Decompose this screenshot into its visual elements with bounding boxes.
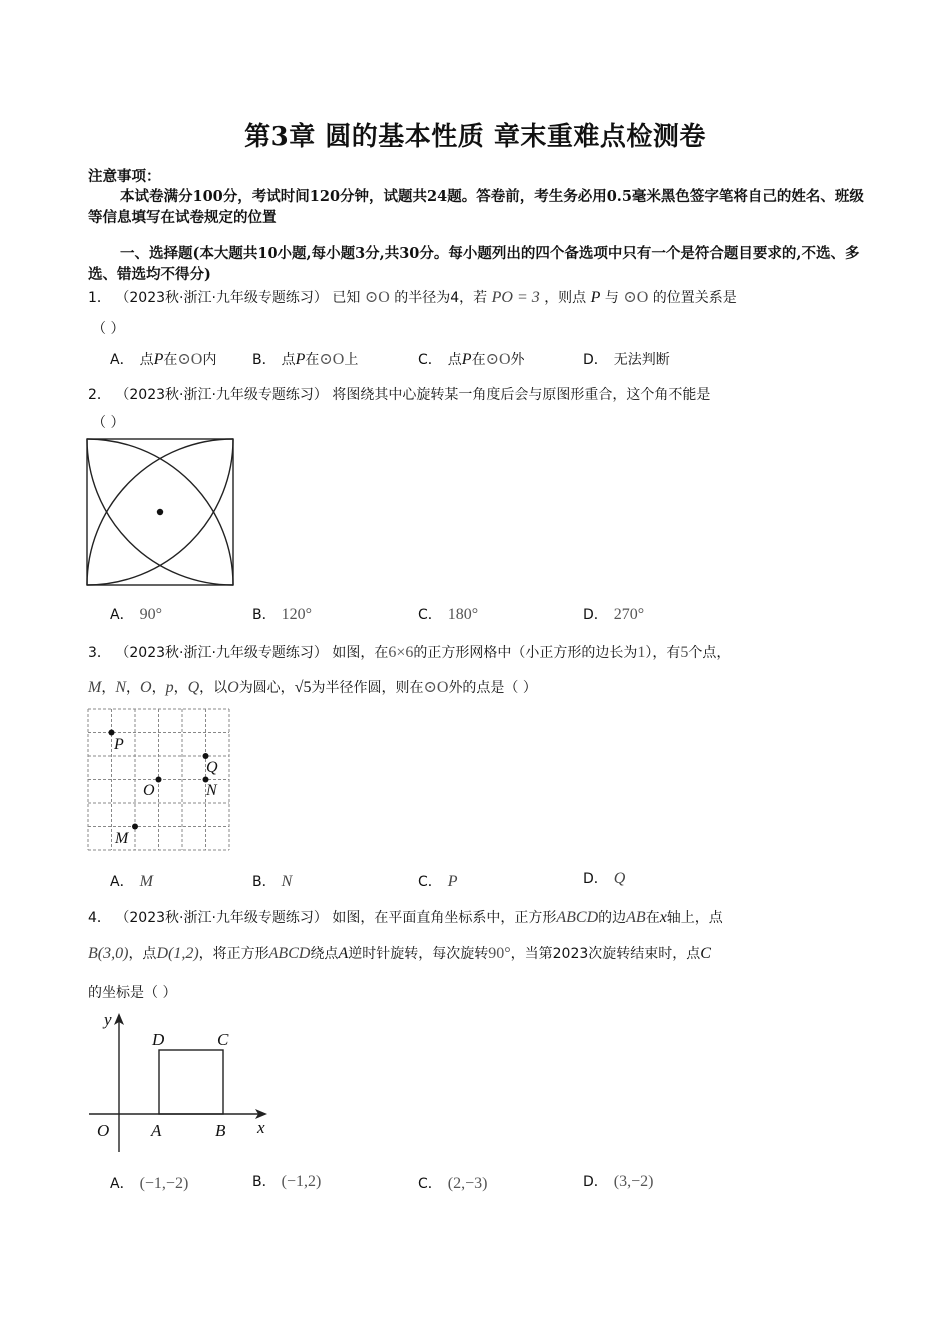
math-n: N <box>115 679 126 696</box>
center-dot-icon <box>157 509 163 515</box>
option-label: A． <box>110 352 134 368</box>
option-a[interactable] <box>110 349 216 369</box>
stem-text: 的正方形网格中（小正方形的边长为 <box>413 645 638 661</box>
answer-blank: （ ） <box>92 415 125 431</box>
option-b[interactable] <box>252 1171 321 1191</box>
stem-text: 的边 <box>598 910 627 926</box>
stem-text: ），有 <box>645 645 681 661</box>
math-circle-o: ⊙O <box>485 351 511 368</box>
point-p-icon <box>109 730 115 736</box>
square-abcd <box>159 1050 223 1114</box>
option-b[interactable] <box>252 871 292 891</box>
option-value: M <box>139 873 153 890</box>
question-source: （2023秋·浙江·九年级专题练习） <box>115 387 328 403</box>
question-3-stem-line2 <box>88 677 537 697</box>
option-label: A． <box>110 874 134 890</box>
stem-text: ，以 <box>199 680 228 696</box>
option-c[interactable] <box>418 1173 487 1193</box>
question-number: 1． <box>88 290 111 306</box>
option-d[interactable] <box>583 604 644 624</box>
option-value: 180° <box>447 606 479 623</box>
label-q: Q <box>206 759 218 776</box>
option-label: D． <box>583 871 608 887</box>
option-text: 点 <box>139 352 154 368</box>
label-x: x <box>257 1118 265 1137</box>
math-5: 5 <box>680 644 689 661</box>
stem-text: ， <box>173 680 188 696</box>
math-circle-o: ⊙O <box>177 351 203 368</box>
math-p: P <box>461 351 472 368</box>
stem-text: 为圆心， <box>238 680 295 696</box>
rotation-figure <box>86 438 236 588</box>
math-1: 1 <box>637 644 646 661</box>
stem-text: 与 <box>604 290 619 306</box>
page-title: 第3章 圆的基本性质 章末重难点检测卷 <box>244 122 706 152</box>
coordinate-figure <box>85 1005 285 1155</box>
question-number: 4． <box>88 910 111 926</box>
option-value: P <box>447 873 458 890</box>
math-p: p <box>165 679 174 696</box>
math-d-1-2: D(1,2) <box>156 945 199 962</box>
option-text: 在 <box>163 352 178 368</box>
label-c: C <box>217 1030 229 1049</box>
stem-text: 如图，在 <box>332 645 389 661</box>
label-o: O <box>143 782 155 799</box>
option-value: N <box>281 873 293 890</box>
option-label: D． <box>583 607 608 623</box>
question-4-stem-line3: 的坐标是（ ） <box>88 985 177 1001</box>
math-x: x <box>659 909 667 926</box>
stem-text: 轴上，点 <box>666 910 723 926</box>
option-b[interactable] <box>252 604 312 624</box>
option-text: 无法判断 <box>613 352 670 368</box>
option-text: 上 <box>344 352 359 368</box>
label-b: B <box>215 1121 226 1140</box>
question-number: 2． <box>88 387 111 403</box>
math-p: P <box>153 351 164 368</box>
math-90-degrees: 90° <box>488 945 511 962</box>
question-1-stem <box>88 287 737 307</box>
question-4-stem-line2 <box>88 943 711 963</box>
math-circle-o: ⊙O <box>319 351 345 368</box>
option-value: (−1,−2) <box>139 1175 189 1192</box>
math-p: P <box>295 351 306 368</box>
question-source: （2023秋·浙江·九年级专题练习） <box>115 645 328 661</box>
label-m: M <box>115 830 129 847</box>
label-origin: O <box>97 1121 110 1140</box>
option-label: D． <box>583 1174 608 1190</box>
option-value: (3,−2) <box>613 1173 654 1190</box>
math-circle-o: ⊙O <box>423 679 449 696</box>
math-o: O <box>227 679 239 696</box>
option-label: A． <box>110 607 134 623</box>
option-a[interactable] <box>110 871 153 891</box>
option-d[interactable] <box>583 349 670 369</box>
stem-text: 将图绕其中心旋转某一角度后会与原图形重合，这个角不能是 <box>332 387 711 403</box>
option-b[interactable] <box>252 349 358 369</box>
notice-body: 本试卷满分100分，考试时间120分钟，试题共24题。答卷前，考生务必用0.5毫米黑色签字笔将自己的姓名、班级等信息填写在试卷规定的位置 <box>88 188 864 226</box>
stem-text: 的半径为4，若 <box>394 290 488 306</box>
math-circle-o: ⊙O <box>364 289 390 306</box>
option-text: 外 <box>510 352 525 368</box>
option-text: 在 <box>305 352 320 368</box>
question-number: 3． <box>88 645 111 661</box>
grid-figure <box>86 707 234 853</box>
option-text: 在 <box>471 352 486 368</box>
label-d: D <box>152 1030 165 1049</box>
label-a: A <box>151 1121 162 1140</box>
stem-text: ，点 <box>128 946 157 962</box>
answer-blank: （ ） <box>92 321 125 337</box>
section-heading: 一、选择题(本大题共10小题,每小题3分,共30分。每小题列出的四个备选项中只有一个是符合题目要求的,不选、多选、错选均不得分) <box>88 245 860 283</box>
question-4-stem <box>88 907 723 927</box>
stem-text: ，当第2023次旋转结束时，点 <box>510 946 701 962</box>
option-label: B． <box>252 607 276 623</box>
stem-text: ， <box>151 680 166 696</box>
stem-text: ， <box>126 680 140 696</box>
question-3-stem <box>88 642 730 662</box>
stem-text: 已知 <box>332 290 361 306</box>
label-n: N <box>206 782 217 799</box>
math-circle-o: ⊙O <box>623 289 649 306</box>
option-c[interactable] <box>418 871 458 891</box>
option-c[interactable] <box>418 604 478 624</box>
label-p: P <box>114 736 124 753</box>
option-value: 120° <box>281 606 313 623</box>
option-label: C． <box>418 874 442 890</box>
math-c: C <box>700 945 711 962</box>
option-a[interactable] <box>110 604 162 624</box>
point-o-icon <box>156 777 162 783</box>
option-label: C． <box>418 607 442 623</box>
stem-text: 的位置关系是 <box>652 290 737 306</box>
math-ab: AB <box>626 909 646 926</box>
question-source: （2023秋·浙江·九年级专题练习） <box>115 290 328 306</box>
option-d[interactable] <box>583 868 625 888</box>
option-c[interactable] <box>418 349 525 369</box>
option-label: C． <box>418 352 442 368</box>
math-o: O <box>140 679 152 696</box>
stem-text: 个点， <box>688 645 731 661</box>
math-abcd: ABCD <box>268 945 311 962</box>
math-p: P <box>590 289 601 306</box>
stem-text: ，将正方形 <box>198 946 269 962</box>
math-q: Q <box>187 679 200 696</box>
option-text: 内 <box>202 352 217 368</box>
stem-text: 为半径作圆，则在 <box>311 680 424 696</box>
option-a[interactable] <box>110 1173 188 1193</box>
point-m-icon <box>132 824 138 830</box>
stem-text: 外的点是（ ） <box>448 680 537 696</box>
question-source: （2023秋·浙江·九年级专题练习） <box>115 910 328 926</box>
notice-heading: 注意事项： <box>88 168 161 185</box>
math-a: A <box>338 945 349 962</box>
option-text: 点 <box>447 352 462 368</box>
label-y: y <box>104 1010 112 1029</box>
option-label: B． <box>252 352 276 368</box>
stem-text: 如图，在平面直角坐标系中，正方形 <box>332 910 557 926</box>
stem-text: 绕点 <box>310 946 339 962</box>
option-value: Q <box>613 870 626 887</box>
stem-text: ， <box>101 680 116 696</box>
option-value: (−1,2) <box>281 1173 322 1190</box>
option-label: B． <box>252 874 276 890</box>
math-6x6: 6×6 <box>388 644 414 661</box>
math-sqrt5: √5 <box>294 679 312 696</box>
option-label: A． <box>110 1176 134 1192</box>
option-value: (2,−3) <box>447 1175 488 1192</box>
math-po-equals-3: PO = 3 <box>491 289 540 306</box>
stem-text: ，则点 <box>544 290 587 306</box>
option-label: B． <box>252 1174 276 1190</box>
option-value: 90° <box>139 606 162 623</box>
option-label: C． <box>418 1176 442 1192</box>
option-d[interactable] <box>583 1171 653 1191</box>
math-m: M <box>88 679 102 696</box>
stem-text: 逆时针旋转，每次旋转 <box>348 946 489 962</box>
option-text: 点 <box>281 352 296 368</box>
math-b-3-0: B(3,0) <box>88 945 129 962</box>
option-value: 270° <box>613 606 645 623</box>
question-2-stem <box>88 384 710 404</box>
math-abcd: ABCD <box>556 909 599 926</box>
stem-text: 在 <box>645 910 660 926</box>
option-label: D． <box>583 352 608 368</box>
